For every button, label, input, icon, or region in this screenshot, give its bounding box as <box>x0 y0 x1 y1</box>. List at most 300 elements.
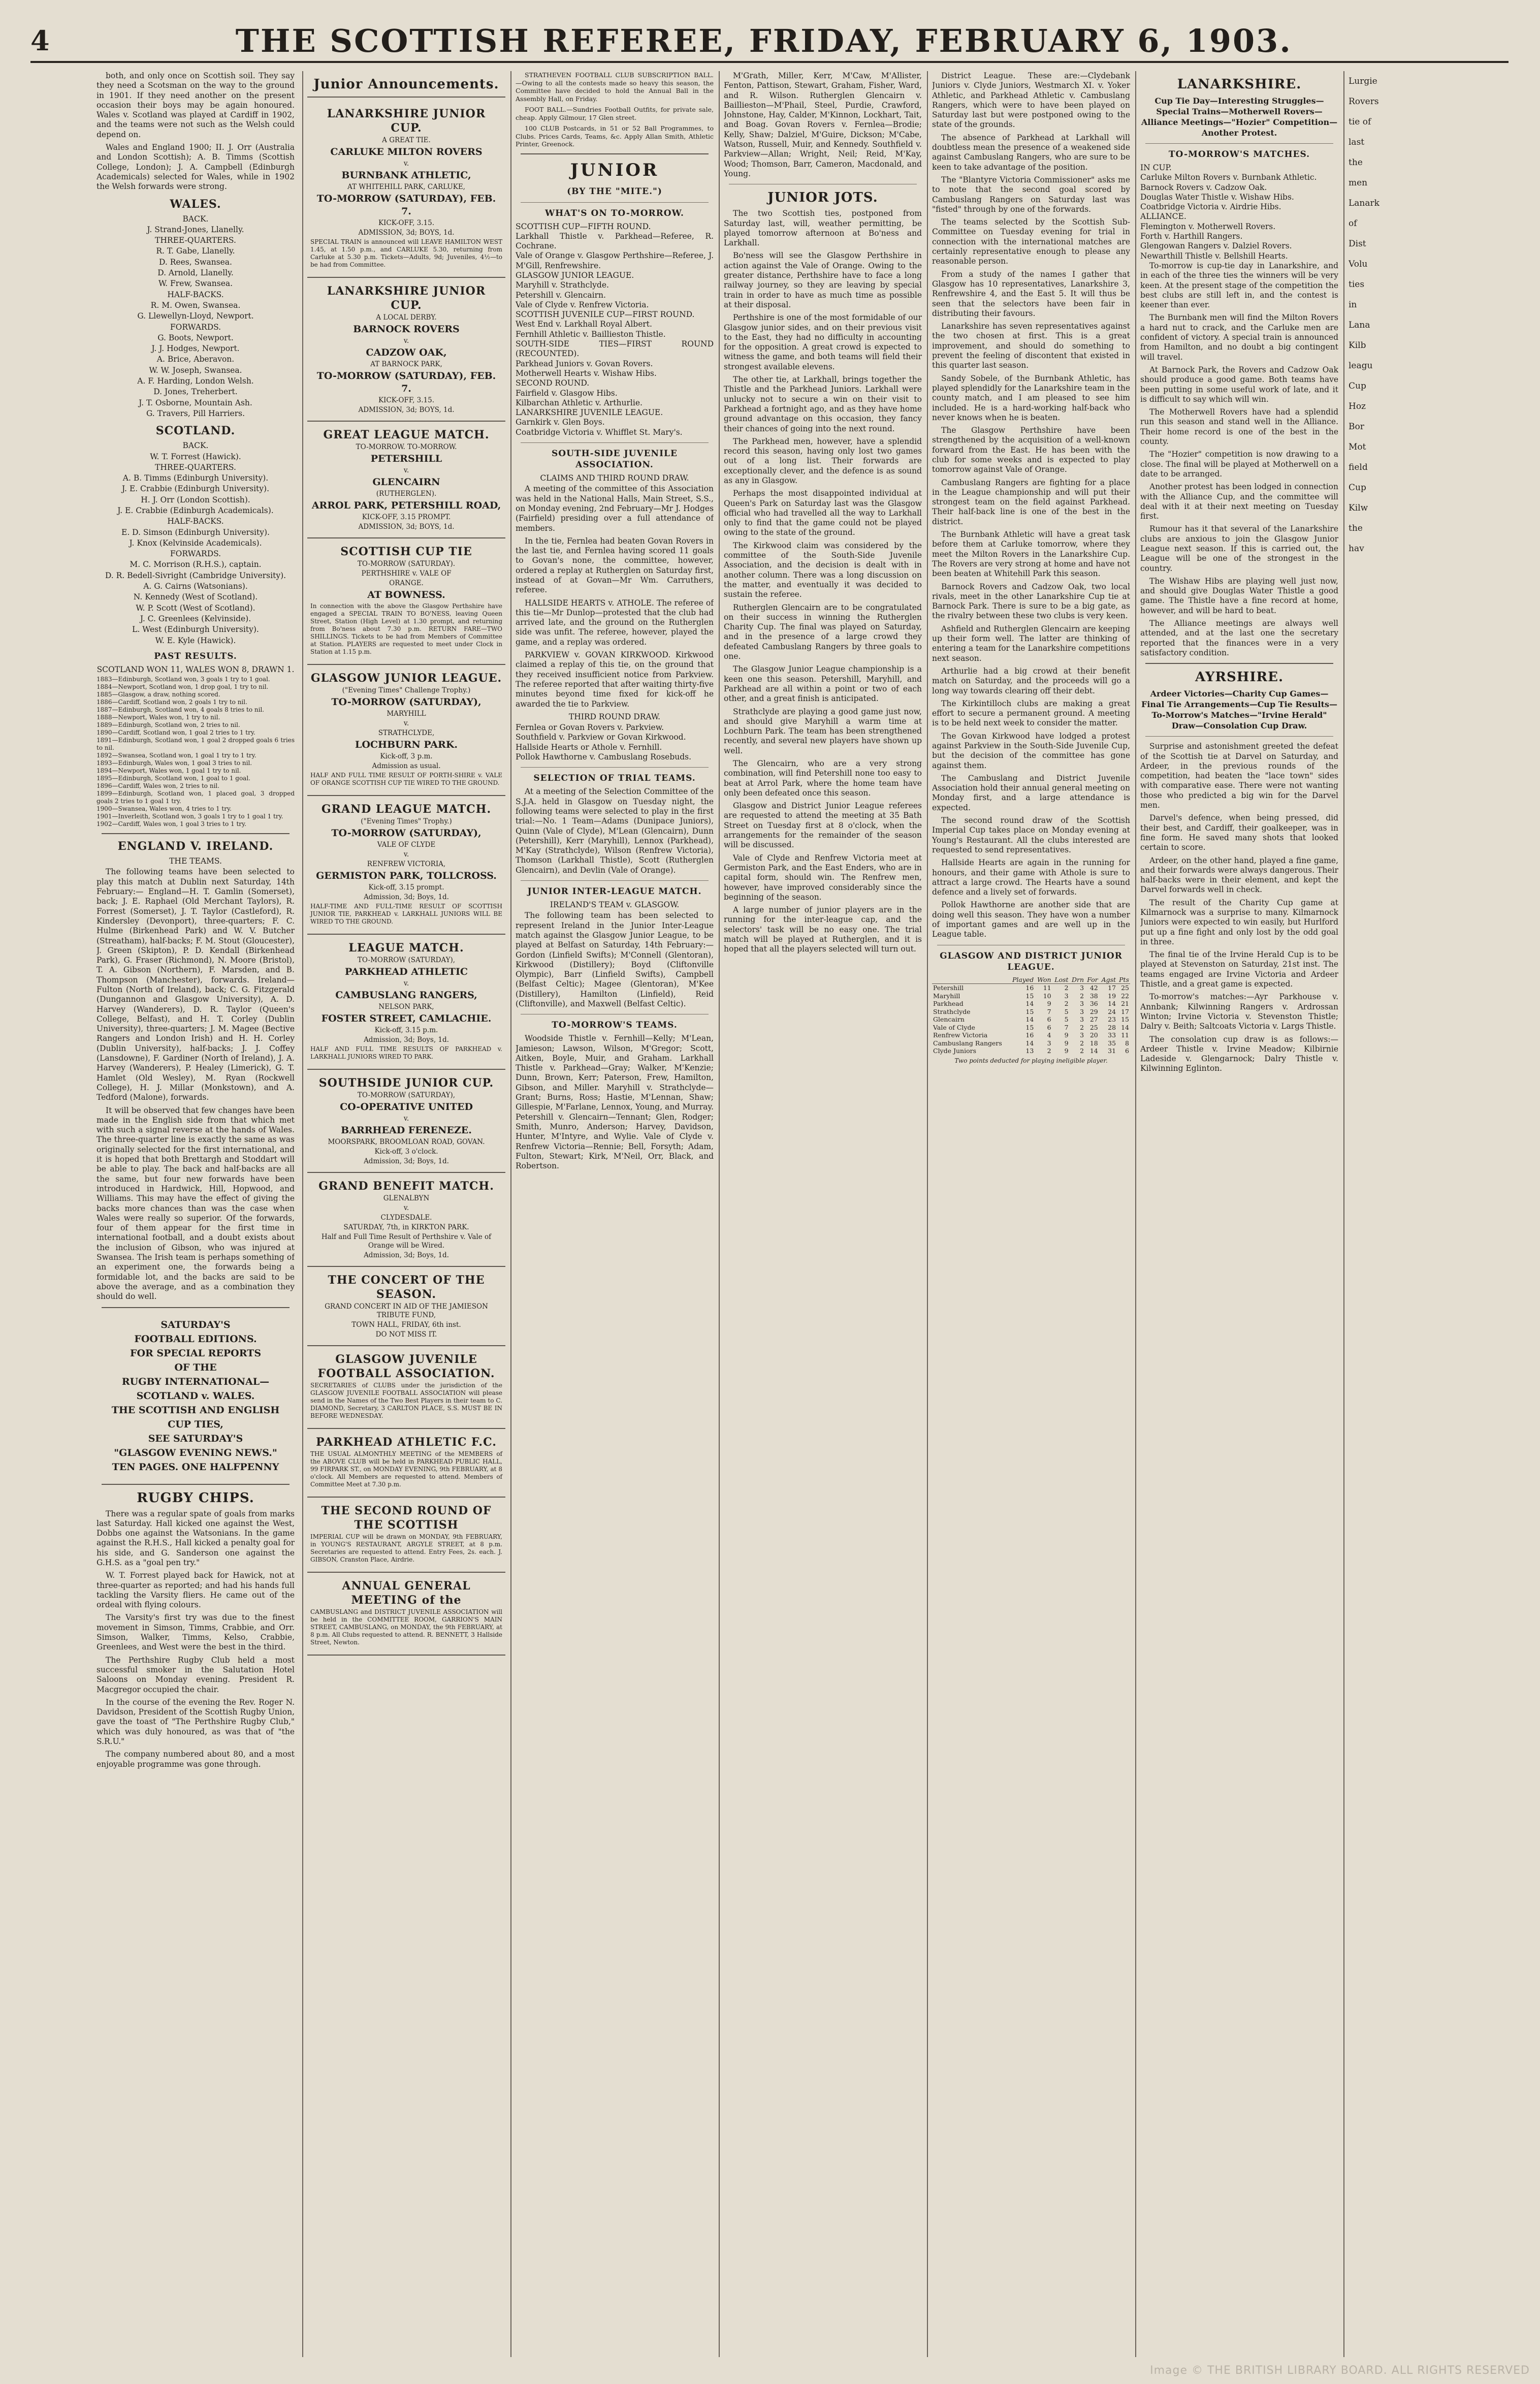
table-header-cell <box>932 976 1009 984</box>
list-item: Vale of Clyde v. Renfrew Victoria. <box>516 300 649 309</box>
table-cell: 42 <box>1089 984 1098 992</box>
announcement-line: v. <box>403 719 409 727</box>
announcement-line: TO-MORROW (SATURDAY), FEB. 7. <box>316 370 496 394</box>
list-item: Kilw <box>1349 503 1368 513</box>
announcement-line: v. <box>403 979 409 988</box>
table-cell: 9 <box>1047 1000 1051 1008</box>
league-table <box>932 976 1130 1055</box>
list-item: The "Blantyre Victoria Commissioner" asks me to note that the second goal scored by Cambuslang Rangers on Saturday last was "fisted" through by one of the forwards. <box>932 175 1130 214</box>
list-item: Motherwell Hearts v. Wishaw Hibs. <box>516 368 657 378</box>
list-item: 1886—Cardiff, Scotland won, 2 goals 1 try to nil. <box>97 698 247 706</box>
announcement-line: AT WHITEHILL PARK, CARLUKE, <box>347 183 465 191</box>
announcement-line: AT BARNOCK PARK, <box>370 360 442 368</box>
table-cell: 13 <box>1025 1047 1034 1055</box>
list-item: Kilbarchan Athletic v. Arthurlie. <box>516 398 643 407</box>
announcement <box>307 665 505 796</box>
association-report <box>516 484 714 709</box>
table-cell: 19 <box>1108 992 1116 1000</box>
list-item: SECOND ROUND. <box>516 378 590 388</box>
announcement <box>307 1429 505 1498</box>
announcement-fine-print: IMPERIAL CUP will be drawn on MONDAY, 9th FEBRUARY, in YOUNG'S RESTAURANT, ARGYLE STREET, at 8 p.m. Secretaries are requested to attend. Entry Fees, 2s. each. J. GIBSON, Cranston Place, Airdrie. <box>310 1533 502 1563</box>
list-item: The absence of Parkhead at Larkhall will doubtless mean the presence of a weakened side against Cambuslang Rangers, who are sure to be keen to take advantage of the position. <box>932 133 1130 172</box>
table-cell: 20 <box>1089 1031 1098 1039</box>
position-heading: BACK. <box>182 214 209 224</box>
announcement-line: CAMBUSLANG RANGERS, <box>335 990 477 1001</box>
list-item: Dist <box>1349 239 1366 249</box>
table-cell: 3 <box>1080 984 1084 992</box>
table-cell: 2 <box>1080 1039 1084 1047</box>
table-cell: 5 <box>1064 1015 1069 1024</box>
list-item: A. B. Timms (Edinburgh University). <box>122 473 269 483</box>
list-item: Hoz <box>1349 401 1366 411</box>
list-item: 1885—Glasgow, a draw, nothing scored. <box>97 691 220 698</box>
list-item: Glengowan Rangers v. Dalziel Rovers. <box>1140 241 1292 251</box>
list-item: W. E. Kyle (Hawick). <box>155 635 236 645</box>
table-cell: 6 <box>1125 1047 1129 1055</box>
list-item: Barnock Rovers v. Cadzow Oak. <box>1140 182 1267 192</box>
list-item: IN CUP. <box>1140 163 1172 172</box>
column-rule <box>1343 71 1344 2357</box>
list-item: the <box>1349 157 1363 168</box>
list-item: SATURDAY'S <box>161 1319 231 1330</box>
table-cell: 15 <box>1025 1007 1034 1015</box>
announcement-title: THE SECOND ROUND OF THE SCOTTISH <box>321 1504 492 1532</box>
table-cell: 14 <box>1089 1047 1098 1055</box>
junior-jots-body <box>724 209 922 954</box>
list-item: Garnkirk v. Glen Boys. <box>516 418 605 427</box>
table-cell: 6 <box>1047 1023 1051 1031</box>
list-item: HALLSIDE HEARTS v. ATHOLE. The referee of this tie—Mr Dunlop—protested that the club had arrived late, and the ground on the Rutherglen side was unfit. The referee, however, played the game, and a replay was ordered. <box>516 598 714 647</box>
announcement-line: A LOCAL DERBY. <box>376 313 437 322</box>
announcement <box>307 1070 505 1173</box>
announcement <box>307 1173 505 1267</box>
list-item: 1895—Edinburgh, Scotland won, 1 goal to 1 goal. <box>97 775 250 782</box>
table-cell: 16 <box>1025 984 1034 992</box>
list-item: Glasgow and District Junior League referees are requested to attend the meeting at 35 Bath Street on Tuesday first at 8 o'clock, when the arrangements for the remainder of the season will be discussed. <box>724 801 922 850</box>
table-row <box>932 1039 1130 1047</box>
announcement-line: Admission, 3d; Boys, 1d. <box>364 1157 449 1165</box>
list-item: J. Knox (Kelvinside Academicals). <box>129 538 262 548</box>
table-row <box>932 1015 1130 1024</box>
list-item: M. C. Morrison (R.H.S.), captain. <box>130 560 262 569</box>
table-cell: 27 <box>1089 1015 1098 1024</box>
table-cell: Glencairn <box>933 1015 965 1024</box>
announcement-line: Admission, 3d; Boys, 1d. <box>364 893 449 901</box>
list-item: A. F. Harding, London Welsh. <box>137 376 254 386</box>
team-heading-wales: WALES. <box>170 197 221 211</box>
ireland-team-subheading: IRELAND'S TEAM v. GLASGOW. <box>550 900 680 910</box>
table-cell: 2 <box>1080 992 1084 1000</box>
announcement-line: v. <box>403 1204 409 1212</box>
list-item: Another protest has been lodged in connection with the Alliance Cup, and the committee will deal with it at their next meeting on Tuesday first. <box>1140 482 1338 521</box>
list-item: From a study of the names I gather that Glasgow has 10 representatives, Lanarkshire 3, Renfrewshire 4, and the East 5. It will thus be seen that the selectors have been fair in distributing their favours. <box>932 269 1130 318</box>
list-item: J. Strand-Jones, Llanelly. <box>147 225 244 234</box>
table-cell: 2 <box>1080 1023 1084 1031</box>
list-item: Rumour has it that several of the Lanarkshire clubs are anxious to join the Glasgow Junior League next season. If this is carried out, the League will be one of the strongest in the country. <box>1140 524 1338 573</box>
list-item: West End v. Larkhall Royal Albert. <box>516 320 652 329</box>
announcement-title: GLASGOW JUVENILE FOOTBALL ASSOCIATION. <box>317 1353 495 1380</box>
announcement-line: ADMISSION, 3d; BOYS, 1d. <box>358 523 455 531</box>
announcement-title: GRAND BENEFIT MATCH. <box>318 1180 494 1193</box>
table-cell: 23 <box>1108 1015 1116 1024</box>
list-item: In the tie, Fernlea had beaten Govan Rovers in the last tie, and Fernlea having scored 11 goals to Govan's none, the committee, however, ordered a replay at Rutherglen on Saturday first, instead of at Govan—Mr Wm. Carruthers, referee. <box>516 536 714 595</box>
table-cell: 21 <box>1121 1000 1129 1008</box>
table-row <box>932 1008 1130 1016</box>
list-item: Cup <box>1349 483 1366 493</box>
list-item: 1893—Edinburgh, Wales won, 1 goal 3 tries to nil. <box>97 759 252 767</box>
junior-announcements-heading: Junior Announcements. <box>307 76 505 98</box>
column-rule <box>719 71 720 2357</box>
announcement <box>307 538 505 665</box>
announcement-fine-print: CAMBUSLANG and DISTRICT JUVENILE ASSOCIATION will be held in the COMMITTEE ROOM, GARRION'S MAIN STREET, CAMBUSLANG, on MONDAY, the 9th FEBRUARY, at 8 p.m. All Clubs requested to attend. R. BENNETT, 3 Hallside Street, Newton. <box>310 1608 502 1646</box>
list-item: A meeting of the committee of this Association was held in the National Halls, Main Street, S.S., on Monday evening, 2nd February—Mr J. Hodges (Fairfield) presiding over a full attendance of members. <box>516 484 714 533</box>
table-cell: 14 <box>1121 1023 1129 1031</box>
tomorrows-matches-heading: TO-MORROW'S MATCHES. <box>1168 149 1310 160</box>
table-cell: Vale of Clyde <box>933 1023 975 1031</box>
list-item: 1892—Swansea, Scotland won, 1 goal 1 try to 1 try. <box>97 752 256 759</box>
announcement-line: GERMISTON PARK, TOLLCROSS. <box>316 870 497 881</box>
list-item: A large number of junior players are in the running for the inter-league cap, and the selectors' task will be no easy one. The trial match will be played at Rutherglen, and it is hoped that all the players selected will turn out. <box>724 905 922 954</box>
list-item: The second round draw of the Scottish Imperial Cup takes place on Monday evening at Young's Restaurant. All the clubs interested are requested to send representatives. <box>932 816 1130 854</box>
player-list <box>97 528 295 549</box>
player-list <box>97 333 295 419</box>
list-item: Barnock Rovers and Cadzow Oak, two local rivals, meet in the other Lanarkshire Cup tie at Barnock Park. There is sure to be a big gate, as the rivalry between these two clubs is very keen. <box>932 582 1130 621</box>
column-rule <box>1135 71 1136 2357</box>
announcement-line: KICK-OFF, 3.15. <box>378 219 435 227</box>
by-the-mite: (BY THE "MITE.") <box>567 186 662 197</box>
list-item: Maryhill v. Strathclyde. <box>516 280 609 290</box>
column-rule <box>302 71 303 2357</box>
list-item: J. J. Hodges, Newport. <box>151 344 240 354</box>
article-text: The following team has been selected to represent Ireland in the Junior Inter-League match against the Glasgow Junior League, to be played at Belfast on Saturday, 14th February:—Gordon (Linfield Swifts); M'Connell (Glentoran), Kirkwood (Distillery); Boyd (Cliftonville Olympic), Barr (Linfield Swifts), Campbell (Belfast Celtic); Magee (Glentoran), M'Kee (Distillery), Hamilton (Linfield), Reid (Cliftonville), and Maxwell (Belfast Celtic). <box>516 911 714 1008</box>
table-cell: 29 <box>1089 1007 1098 1015</box>
table-cell: 35 <box>1108 1039 1116 1047</box>
lanarkshire-subheading: Cup Tie Day—Interesting Struggles—Special Trains—Motherwell Rovers—Alliance Meetings—"Hozier" Competition—Another Protest. <box>1141 96 1338 138</box>
list-item: the <box>1349 523 1363 533</box>
table-cell: 22 <box>1121 992 1129 1000</box>
list-item: The Perthshire Rugby Club held a most successful smoker in the Salutation Hotel Saloons on Monday evening. President R. Macgregor occupied the chair. <box>97 1655 295 1694</box>
list-item: 100 CLUB Postcards, in 51 or 52 Ball Programmes, to Clubs. Prices Cards, Teams, &c. Apply Allan Smith, Athletic Printer, Greenock. <box>516 124 714 148</box>
list-item: 1884—Newport, Scotland won, 1 drop goal, 1 try to nil. <box>97 683 269 691</box>
list-item: The final tie of the Irvine Herald Cup is to be played at Stevenston on Saturday, 21st inst. The teams engaged are Irvine Victoria and Ardeer Thistle, and a great game is expected. <box>1140 950 1338 989</box>
article-text: The following teams have been selected to play this match at Dublin next Saturday, 14th February:— England—H. T. Gamlin (Somerset), back; J. E. Raphael (Old Merchant Taylors), R. Forrest (Somerset), J. T. Taylor (Castleford), R. Kindersley (Devonport), three-quarters; F. C. Hulme (Birkenhead Park) and W. V. Butcher (Streatham), half-backs; F. M. Stout (Gloucester), J. Green (Skipton), P. D. Kendall (Birkenhead Park), G. Fraser (Richmond), N. Moore (Bristol), T. A. Gibson (Northern), F. Marsden, and B. Thompson (Manchester), forwards. Ireland—Fulton (North of Ireland), back; C. G. Fitzgerald (Dungannon and Glasgow University), A. D. Harvey (Wanderers), D. R. Taylor (Queen's College, Belfast), and H. T. Corley (Dublin University), three-quarters; J. M. Magee (Bective Rangers and London Irish) and H. H. Corley (Dublin University), half-backs; J. J. Coffey (Lansdowne), F. Gardiner (North of Ireland), J. A. Harvey (Wanderers), P. Healey (Limerick), G. T. Hamlet (Old Wesley), M. Ryan (Rockwell College), H. J. Millar (Monkstown), and A. Tedford (Malone), forwards. <box>97 867 295 1102</box>
past-results-heading: PAST RESULTS. <box>154 651 237 661</box>
announcement-line: Kick-off, 3.15 prompt. <box>368 883 444 892</box>
announcement-line: GLENCAIRN <box>372 476 440 488</box>
table-cell: 3 <box>1064 992 1069 1000</box>
announcement-line: BARNOCK ROVERS <box>353 324 460 335</box>
position-heading: HALF-BACKS. <box>167 290 224 299</box>
announcement-fine-print: SPECIAL TRAIN is announced will LEAVE HAMILTON WEST 1.45, at 1.50 p.m., and CARLUKE 5.30, returning from Carluke at 5.30 p.m. Tickets—Adults, 9d; Juveniles, 4½—to be had from Committee. <box>310 238 502 268</box>
list-item: 1891—Edinburgh, Scotland won, 1 goal 2 dropped goals 6 tries to nil. <box>97 737 295 752</box>
table-header-cell: Won <box>1035 976 1052 984</box>
list-item: G. Travers, Pill Harriers. <box>146 408 245 418</box>
list-item: R. T. Gabe, Llanelly. <box>156 246 235 256</box>
table-cell: 11 <box>1121 1031 1129 1039</box>
table-cell: 18 <box>1089 1039 1098 1047</box>
table-cell: 14 <box>1025 1015 1034 1024</box>
list-item: W. T. Forrest (Hawick). <box>150 452 241 461</box>
list-item: Rutherglen Glencairn are to be congratulated on their success in winning the Rutherglen Charity Cup. The final was played on Saturday, and in the presence of a large crowd they defeated Cambuslang Rangers by three goals to one. <box>724 602 922 661</box>
table-cell: Cambuslang Rangers <box>933 1039 1002 1047</box>
table-cell: 9 <box>1064 1031 1069 1039</box>
list-item: Arthurlie had a big crowd at their benefit match on Saturday, and the proceeds will go a long way towards clearing off their debt. <box>932 666 1130 695</box>
announcement-line: GRAND CONCERT IN AID OF THE JAMIESON TRIBUTE FUND, <box>325 1302 488 1319</box>
list-item: 1900—Swansea, Wales won, 4 tries to 1 try. <box>97 805 232 813</box>
announcement-line: FOSTER STREET, CAMLACHIE. <box>321 1013 492 1024</box>
table-row <box>932 1047 1130 1055</box>
announcement-line: CADZOW OAK, <box>366 347 447 358</box>
list-item: Ardeer, on the other hand, played a fine game, and their forwards were always dangerous. Their half-backs were in their element, and kept the Darvel forwards well in check. <box>1140 855 1338 895</box>
list-item: G. Llewellyn-Lloyd, Newport. <box>137 311 254 321</box>
list-item: 1889—Edinburgh, Scotland won, 2 tries to nil. <box>97 721 240 729</box>
table-cell: 8 <box>1125 1039 1129 1047</box>
list-item: Lana <box>1349 320 1370 330</box>
column-rule <box>927 71 928 2357</box>
announcement-line: CLYDESDALE. <box>380 1214 432 1222</box>
list-item: W. Frew, Swansea. <box>158 279 233 289</box>
southside-association-heading: SOUTH-SIDE JUVENILE ASSOCIATION. <box>552 449 678 470</box>
player-list <box>97 452 295 462</box>
announcement-title: PARKHEAD ATHLETIC F.C. <box>316 1436 497 1449</box>
lanarkshire-heading: LANARKSHIRE. <box>1177 77 1302 92</box>
third-round-draw <box>516 723 714 762</box>
list-item: 1896—Cardiff, Wales won, 2 tries to nil. <box>97 782 220 790</box>
announcement-line: TO-MORROW (SATURDAY), <box>357 1091 456 1099</box>
announcement-line: TO-MORROW (SATURDAY), <box>331 828 482 839</box>
list-item: The other tie, at Larkhall, brings together the Thistle and the Parkhead Juniors. Larkhall were unlucky not to secure a win on their visit to Parkhead a fortnight ago, and as they have home ground advantage on this occasion, they fancy their chances of going into the next round. <box>724 375 922 433</box>
announcement-fine-print: HALF AND FULL TIME RESULTS OF PARKHEAD v. LARKHALL JUNIORS WIRED TO PARK. <box>310 1045 502 1060</box>
list-item: The Burnbank men will find the Milton Rovers a hard nut to crack, and the Carluke men are confident of victory. A special train is announced from Hamilton, and no doubt a big contingent will travel. <box>1140 313 1338 362</box>
column-6 <box>1140 71 1338 2357</box>
list-item: The Wishaw Hibs are playing well just now, and should give Douglas Water Thistle a good game. The Thistle have a fine record at home, however, and will be hard to beat. <box>1140 576 1338 615</box>
list-item: tie of <box>1349 117 1371 127</box>
evening-news-advert <box>97 1318 295 1474</box>
announcement-line: RENFREW VICTORIA, <box>367 860 446 868</box>
junior-jots-heading: JUNIOR JOTS. <box>767 190 878 206</box>
announcement-line: ARROL PARK, PETERSHILL ROAD, <box>311 500 501 511</box>
announcement-line: v. <box>403 850 409 859</box>
table-cell: 17 <box>1108 984 1116 992</box>
table-cell: 24 <box>1108 1007 1116 1015</box>
column-5-body <box>932 133 1130 940</box>
list-item: Perthshire is one of the most formidable of our Glasgow junior sides, and on their previous visit to the East, they had no difficulty in accounting for the opposition. A great crowd is expected to witness the game, and both teams will field their strongest available elevens. <box>724 313 922 371</box>
announcement-line: Admission, 3d; Boys, 1d. <box>364 1251 449 1259</box>
table-cell: 10 <box>1043 992 1051 1000</box>
list-item: Hallside Hearts are again in the running for honours, and their game with Athole is sure to attract a large crowd. The Hearts have a sound defence and a lively set of forwards. <box>932 858 1130 897</box>
list-item: Pollok Hawthorne are another side that are doing well this season. They have won a number of important games and are well up in the League table. <box>932 900 1130 939</box>
list-item: The Kirkintilloch clubs are making a great effort to secure a permanent ground. A meeting is to be held next week to consider the matter. <box>932 698 1130 728</box>
announcement-line: (RUTHERGLEN). <box>376 490 437 498</box>
trial-teams-heading: SELECTION OF TRIAL TEAMS. <box>533 773 696 784</box>
list-item: J. C. Greenlees (Kelvinside). <box>140 614 251 623</box>
table-cell: 2 <box>1047 1047 1051 1055</box>
list-item: Surprise and astonishment greeted the defeat of the Scottish tie at Darvel on Saturday, and Ardeer, in the previous rounds of the competition, had beaten the "lace town" sides with comparative ease. There were not wanting those who predicted a big win for the Darvel men. <box>1140 742 1338 810</box>
list-item: The Glasgow Perthshire have been strengthened by the acquisition of a well-known forward from the East. He has been with the club for some weeks and is expected to play tomorrow against Vale of Orange. <box>932 426 1130 474</box>
announcement-line: v. <box>403 337 409 345</box>
inter-league-heading: JUNIOR INTER-LEAGUE MATCH. <box>527 886 702 897</box>
list-item: Vale of Clyde and Renfrew Victoria meet at Germiston Park, and the East Enders, who are in capital form, should win. The Renfrew men, however, have improved considerably since the beginning of the season. <box>724 853 922 902</box>
table-cell: 15 <box>1025 1023 1034 1031</box>
list-item: 1887—Edinburgh, Scotland won, 4 goals 8 tries to nil. <box>97 706 265 714</box>
announcement-line: ("Evening Times" Trophy.) <box>361 817 452 825</box>
announcement-title: LEAGUE MATCH. <box>348 941 464 955</box>
table-cell: 2 <box>1080 1047 1084 1055</box>
list-item: J. E. Crabbie (Edinburgh University). <box>121 484 270 494</box>
list-item: field <box>1349 462 1368 472</box>
list-item: A. G. Cairns (Watsonians). <box>143 582 248 591</box>
list-item: W. T. Forrest played back for Hawick, not at three-quarter as reported; and had his hands full tackling the Varsity fliers. He came out of the ordeal with flying colours. <box>97 1571 295 1610</box>
article-text: Woodside Thistle v. Fernhill—Kelly; M'Lean, Jamieson; Lawson, Wilson, M'Gregor; Scott, Aitken, Boyle, Muir, and Graham. Larkhall Thistle v. Parkhead—Gray; Walker, M'Kenzie; Dunn, Brown, Kerr; Paterson, Frew, Hamilton, Gibson, and Miller. Maryhill v. Strathclyde—Grant; Burns, Ross; Hastie, M'Lennan, Shaw; Gillespie, M'Farlane, Lennox, Young, and Murray. Petershill v. Glencairn—Tennant; Glen, Rodger; Smith, Munro, Anderson; Harvey, Davidson, Hunter, M'Intyre, and Wylie. Vale of Clyde v. Renfrew Victoria—Rennie; Bell, Forsyth; Adam, Fulton, Stewart; Kirk, M'Neil, Orr, Black, and Robertson. <box>516 1034 714 1171</box>
list-item: Pollok Hawthorne v. Cambuslang Rosebuds. <box>516 752 692 762</box>
table-cell: 2 <box>1064 984 1069 992</box>
list-item: 1883—Edinburgh, Scotland won, 3 goals 1 try to 1 goal. <box>97 676 270 683</box>
list-item: Carluke Milton Rovers v. Burnbank Athletic. <box>1140 173 1317 182</box>
announcement-line: BURNBANK ATHLETIC, <box>341 170 471 181</box>
table-cell: 36 <box>1089 1000 1098 1008</box>
announcement <box>307 101 505 278</box>
list-item: The teams selected by the Scottish Sub-Committee on Tuesday evening for trial in connection with the international matches are certainly representative enough to please any reasonable person. <box>932 217 1130 266</box>
table-cell: Maryhill <box>933 992 960 1000</box>
announcement-title: SOUTHSIDE JUNIOR CUP. <box>318 1076 494 1090</box>
list-item: The Kirkwood claim was considered by the committee of the South-Side Juvenile Association, and the decision is dealt with in another column. There was a long discussion on the matter, and eventually it was decided to sustain the referee. <box>724 541 922 599</box>
list-item: Southfield v. Parkview or Govan Kirkwood. <box>516 733 686 742</box>
rugby-chips-body <box>97 1509 295 1769</box>
announcement-line: Admission, 3d; Boys, 1d. <box>364 1036 449 1044</box>
table-cell: 38 <box>1089 992 1098 1000</box>
table-cell: 14 <box>1025 1039 1034 1047</box>
table-cell: 3 <box>1080 1007 1084 1015</box>
article-text: It will be observed that few changes have been made in the English side from that which met with such a signal reverse at the hands of Wales. The three-quarter line is exactly the same as was originally selected for the first international, and it is hoped that both Brettargh and Stoddart will be able to play. The back and half-backs are all the same, but four new forwards have been introduced in Hardwick, Hill, Hopwood, and Williams. This may have the effect of giving the backs more chances than was the case when Wales were really so superior. Of the forwards, four of them appear for the first time in international football, and a doubt exists about the inclusion of Gibson, who was injured at Swansea. The Irish team is perhaps something of an experiment one, the forwards being a formidable lot, and the backs are said to be above the average, and as a combination they should do well. <box>97 1105 295 1301</box>
list-item: Lanarkshire has seven representatives against the two chosen at first. This is a great improvement, and should do something to prevent the feeling of discontent that existed in this quarter last season. <box>932 322 1130 370</box>
announcement <box>307 278 505 422</box>
table-cell: 33 <box>1108 1031 1116 1039</box>
table-cell: Petershill <box>933 984 964 992</box>
list-item: FOOTBALL EDITIONS. <box>134 1333 257 1345</box>
ayrshire-subheading: Ardeer Victories—Charity Cup Games—Final Tie Arrangements—Cup Tie Results—To-Morrow's Matches—"Irvine Herald" Draw—Consolation Cup Draw. <box>1141 689 1338 731</box>
past-results-summary: SCOTLAND WON 11, WALES WON 8, DRAWN 1. <box>97 664 295 674</box>
announcement-line: ("Evening Times" Challenge Trophy.) <box>342 686 471 694</box>
list-item: leagu <box>1349 361 1373 371</box>
junior-heading: JUNIOR <box>570 160 659 180</box>
position-heading: FORWARDS. <box>170 322 221 332</box>
announcement-title: GREAT LEAGUE MATCH. <box>323 428 490 441</box>
masthead <box>30 20 1509 63</box>
list-item: J. E. Crabbie (Edinburgh Academicals). <box>117 505 274 515</box>
list-item: There was a regular spate of goals from marks last Saturday. Hall kicked one against the West, Dobbs one against the Watsonians. In the game against the R.H.S., Hall kicked a penalty goal for his side, and G. Sanderson one against the G.H.S. as a "goal pen try." <box>97 1509 295 1567</box>
list-item: THE SCOTTISH AND ENGLISH <box>111 1404 280 1416</box>
article-text: M'Grath, Miller, Kerr, M'Caw, M'Allister, Fenton, Pattison, Stewart, Graham, Fisher, Ward, and R. Wilson. Rutherglen Glencairn v. Baillieston—M'Phail, Steel, Purdie, Crawford, Johnstone, Hay, Calder, M'Kinnon, Lockhart, Tait, and Boag. Govan Rovers v. Fernlea—Brodie; Kelly, Shaw; Dalziel, M'Guire, Dickson; M'Cabe, Watson, Russell, Muir, and Kennedy. Southfield v. Parkview—Allan; Wright, Neil; Reid, M'Kay, Wood; Thomson, Barr, Cameron, Macdonald, and Young. <box>724 71 922 178</box>
list-item: hav <box>1349 544 1364 554</box>
list-item: Petershill v. Glencairn. <box>516 290 606 300</box>
column-rule <box>510 71 511 2357</box>
announcement-line: Kick-off, 3 o'clock. <box>374 1148 438 1156</box>
list-item: LANARKSHIRE JUVENILE LEAGUE. <box>516 408 663 418</box>
announcement-line: v. <box>403 1115 409 1123</box>
column-1 <box>97 71 295 2357</box>
announcement-title: LANARKSHIRE JUNIOR CUP. <box>327 107 486 135</box>
list-item: Bor <box>1349 422 1364 432</box>
position-heading: THREE-QUARTERS. <box>155 462 236 472</box>
list-item: J. T. Osborne, Mountain Ash. <box>139 398 252 407</box>
table-cell: 15 <box>1025 992 1034 1000</box>
table-cell: 25 <box>1121 984 1129 992</box>
list-item: Volu <box>1349 259 1368 269</box>
list-item: Kilb <box>1349 340 1366 351</box>
table-cell: Clyde Juniors <box>933 1047 977 1055</box>
list-item: L. West (Edinburgh University). <box>132 625 259 634</box>
list-item: STRATHEVEN FOOTBALL CLUB SUBSCRIPTION BALL.—Owing to all the contests made so heavy this season, the Committee have decided to hold the Annual Ball in the Assembly Hall, on Friday. <box>516 71 714 103</box>
announcement-line: AT BOWNESS. <box>367 589 445 600</box>
article-text: Wales and England 1900; II. J. Orr (Australia and London Scottish); A. B. Timms (Scottish College, London); J. A. Campbell (Edinburgh Academicals) selected for Wales, while in 1902 the Welsh forwards were strong. <box>97 143 295 192</box>
announcement-fine-print: SECRETARIES of CLUBS under the jurisdiction of the GLASGOW JUVENILE FOOTBALL ASSOCIATION will please send in the Names of the Two Best Players in their team to C. DIAMOND, Secretary, 3 CARLTON PLACE, S.S. MUST BE IN BEFORE WEDNESDAY. <box>310 1382 502 1419</box>
list-item: RUGBY INTERNATIONAL— <box>121 1376 270 1387</box>
list-item: FOOT BALL.—Sundries Football Outfits, for private sale, cheap. Apply Gilmour, 17 Glen street. <box>516 106 714 121</box>
list-item: SCOTTISH JUVENILE CUP—FIRST ROUND. <box>516 310 695 320</box>
announcement <box>307 1267 505 1346</box>
announcement <box>307 1498 505 1573</box>
list-item: 1899—Edinburgh, Scotland won, 1 placed goal, 3 dropped goals 2 tries to 1 goal 1 try. <box>97 790 295 805</box>
list-item: GLASGOW JUNIOR LEAGUE. <box>516 270 634 280</box>
table-cell: 3 <box>1080 1031 1084 1039</box>
list-item: Cambuslang Rangers are fighting for a place in the League championship and will put their strongest team on the field against Parkhead. Their half-back line is one of the best in the district. <box>932 478 1130 526</box>
table-cell: 31 <box>1108 1047 1116 1055</box>
announcement-line: A GREAT TIE. <box>382 136 431 144</box>
list-item: G. Boots, Newport. <box>157 333 234 342</box>
announcement-title: GLASGOW JUNIOR LEAGUE. <box>310 672 502 685</box>
announcement-line: TO-MORROW (SATURDAY), <box>331 696 482 708</box>
list-item: D. R. Bedell-Sivright (Cambridge University). <box>105 570 286 580</box>
announcement <box>307 796 505 935</box>
table-cell: 11 <box>1043 984 1051 992</box>
list-item: W. W. Joseph, Swansea. <box>149 365 242 375</box>
list-item: To-morrow is cup-tie day in Lanarkshire, and in each of the three ties the winners will be very keen. At the present stage of the competition the best clubs are still left in, and the contest is keener than ever. <box>1140 261 1338 310</box>
list-item: The "Hozier" competition is now drawing to a close. The final will be played at Motherwell on a date to be arranged. <box>1140 450 1338 479</box>
list-item: D. Jones, Treherbert. <box>153 387 238 397</box>
article-text: At a meeting of the Selection Committee of the S.J.A. held in Glasgow on Tuesday night, the following teams were selected to play in the first trial:—No. 1 Team—Adams (Dunipace Juniors), Quinn (Vale of Clyde), M'Lean (Glencairn), Dunn (Petershill), Kerr (Maryhill), Lennox (Parkhead), M'Kay (Strathclyde), Wilson (Renfrew Victoria), Thomson (Larkhall Thistle), Scott (Rutherglen Glencairn), and Devlin (Vale of Orange). <box>516 787 714 875</box>
list-item: The Glasgow Junior League championship is a keen one this season. Petershill, Maryhill, and Parkhead are all within a point or two of each other, and a great finish is anticipated. <box>724 664 922 704</box>
announcement <box>307 1346 505 1429</box>
table-cell: 4 <box>1047 1031 1051 1039</box>
list-item: Lanark <box>1349 198 1379 208</box>
player-list <box>97 560 295 645</box>
ayrshire-body <box>1140 742 1338 1074</box>
announcement-line: NELSON PARK, <box>378 1003 434 1011</box>
list-item: Strathclyde are playing a good game just now, and should give Maryhill a warm time at Lochburn Park. The team has been strengthened recently, and several new players have shown up well. <box>724 707 922 755</box>
table-row <box>932 1000 1130 1008</box>
list-item: W. P. Scott (West of Scotland). <box>136 603 255 613</box>
list-item: Darvel's defence, when being pressed, did their best, and Cardiff, their goalkeeper, was in fine form. He saved many shots that looked certain to score. <box>1140 813 1338 852</box>
table-cell: 14 <box>1025 1000 1034 1008</box>
list-item: D. Arnold, Llanelly. <box>157 268 234 278</box>
page-number: 4 <box>30 24 50 57</box>
column-5 <box>932 71 1130 2357</box>
list-item: Cup <box>1349 381 1366 391</box>
announcement-line: LOCHBURN PARK. <box>355 739 458 750</box>
list-item: SCOTLAND v. WALES. <box>136 1390 255 1402</box>
table-row <box>932 1024 1130 1032</box>
list-item: Ashfield and Rutherglen Glencairn are keeping up their form well. The latter are thinking of entering a team for the Lanarkshire competitions next season. <box>932 624 1130 663</box>
player-list <box>97 301 295 322</box>
announcement-line: PARKHEAD ATHLETIC <box>345 966 468 977</box>
player-list <box>97 473 295 516</box>
article-text: both, and only once on Scottish soil. They say they need a Scotsman on the way to the ground in 1901. If they need another on the present occasion their boys may be again honoured. Wales v. Scotland was played at Cardiff in 1902, and the teams were not such as the Welsh could depend on. <box>97 71 295 139</box>
announcement-line: PERTHSHIRE v. VALE OF <box>361 569 452 578</box>
list-item: Fernhill Athletic v. Baillieston Thistle. <box>516 329 666 339</box>
league-table-heading: GLASGOW AND DISTRICT JUNIOR LEAGUE. <box>940 950 1122 972</box>
column-3 <box>516 71 714 2357</box>
list-item: Newarthill Thistle v. Bellshill Hearts. <box>1140 251 1288 261</box>
